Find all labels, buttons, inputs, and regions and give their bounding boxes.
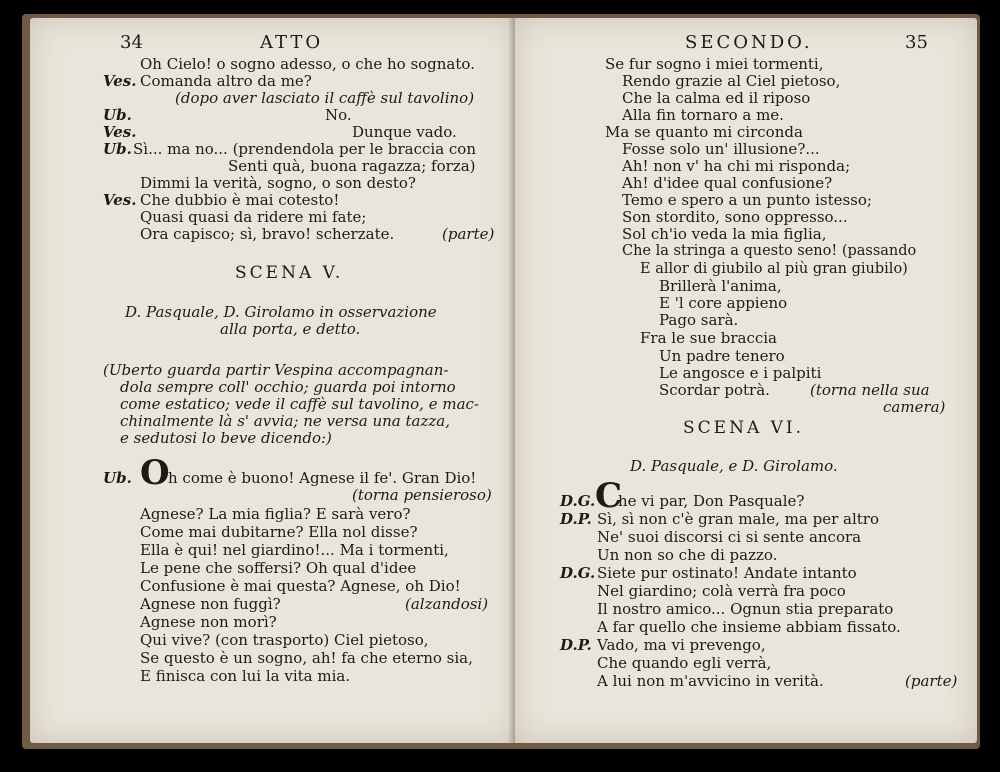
stage-direction: e sedutosi lo beve dicendo:) (120, 429, 332, 447)
verse-line: Sì... ma no... (prendendola per le braccia con (133, 140, 477, 158)
verse-line: Che la calma ed il riposo (622, 89, 811, 107)
scene-title: SCENA V. (235, 263, 344, 283)
verse-line: Senti quà, buona ragazza; forza) (228, 157, 476, 175)
page-number-right: 35 (905, 32, 928, 53)
stage-direction: (torna pensieroso) (352, 486, 492, 504)
verse-line: Ah! d'idee qual confusione? (622, 174, 833, 192)
verse-line: Che la stringa a questo seno! (passando (622, 243, 917, 259)
drop-cap: O (140, 453, 170, 493)
stage-direction: (parte) (905, 672, 958, 690)
verse-line: Agnese? La mia figlia? E sarà vero? (140, 505, 411, 523)
left-page (30, 18, 517, 743)
verse-line: E finisca con lui la vita mia. (140, 667, 351, 685)
verse-line: Fosse solo un' illusione?... (622, 140, 820, 158)
stage-direction: (Uberto guarda partir Vespina accompagnan- (103, 361, 449, 379)
page-number-left: 34 (120, 32, 143, 53)
stage-direction: (torna nella sua (810, 381, 930, 399)
stage-direction: chinalmente là s' avvia; ne versa una tazza, (120, 412, 450, 430)
scene-characters: alla porta, e detto. (220, 320, 361, 338)
verse-line: Ah! non v' ha chi mi risponda; (622, 157, 851, 175)
speaker-label: Ub. (103, 469, 132, 487)
verse-line: Fra le sue braccia (640, 329, 777, 347)
verse-line: Pago sarà. (659, 311, 739, 329)
verse-line: Come mai dubitarne? Ella nol disse? (140, 523, 418, 541)
verse-line: Siete pur ostinato! Andate intanto (597, 564, 857, 582)
verse-line: Che dubbio è mai cotesto! (140, 191, 340, 209)
running-header-right: SECONDO. (685, 32, 813, 53)
speaker-label: Ves. (103, 72, 137, 90)
running-header-left: ATTO (260, 32, 324, 53)
verse-line: Sì, sì non c'è gran male, ma per altro (597, 510, 880, 528)
scene-characters: D. Pasquale, D. Girolamo in osservazione (125, 303, 437, 321)
verse-line: Il nostro amico... Ognun stia preparato (597, 600, 894, 618)
stage-direction: camera) (883, 398, 946, 416)
verse-line: Comanda altro da me? (140, 72, 312, 90)
verse-line: Se questo è un sogno, ah! fa che eterno sia, (140, 649, 473, 667)
verse-line: Ma se quanto mi circonda (605, 123, 803, 141)
verse-line: No. (325, 106, 352, 124)
verse-line: Nel giardino; colà verrà fra poco (597, 582, 846, 600)
verse-line: Un padre tenero (659, 347, 785, 365)
verse-line: A far quello che insieme abbiam fissato. (597, 618, 901, 636)
stage-direction: (parte) (442, 225, 495, 243)
stage-direction: come estatico; vede il caffè sul tavolino, e mac- (120, 395, 480, 413)
scene-title: SCENA VI. (683, 418, 805, 438)
verse-line: Sol ch'io veda la mia figlia, (622, 225, 827, 243)
verse-line: Ne' suoi discorsi ci si sente ancora (597, 528, 862, 546)
verse-line: Ora capisco; sì, bravo! scherzate. (140, 225, 395, 243)
verse-line: h come è buono! Agnese il fe'. Gran Dio! (168, 469, 477, 487)
verse-line: Rendo grazie al Ciel pietoso, (622, 72, 841, 90)
verse-line: Qui vive? (con trasporto) Ciel pietoso, (140, 631, 429, 649)
verse-line: Vado, ma vi prevengo, (597, 636, 766, 654)
speaker-label: Ub. (103, 140, 132, 158)
verse-line: Alla fin tornaro a me. (622, 106, 784, 124)
speaker-label: D.P. (560, 636, 592, 654)
verse-line: Se fur sogno i miei tormenti, (605, 55, 824, 73)
verse-line: Scordar potrà. (659, 381, 770, 399)
verse-line: Ella è qui! nel giardino!... Ma i tormenti, (140, 541, 449, 559)
verse-line: Agnese non morì? (140, 613, 277, 631)
verse-line: Son stordito, sono oppresso... (622, 208, 848, 226)
verse-line: Brillerà l'anima, (659, 277, 782, 295)
verse-line: Temo e spero a un punto istesso; (622, 191, 872, 209)
speaker-label: Ub. (103, 106, 132, 124)
verse-line: Che quando egli verrà, (597, 654, 772, 672)
drop-cap: C (595, 476, 623, 516)
stage-direction: dola sempre coll' occhio; guarda poi intorno (120, 378, 456, 396)
verse-line: Un non so che di pazzo. (597, 546, 778, 564)
verse-line: A lui non m'avvicino in verità. (597, 672, 824, 690)
speaker-label: Ves. (103, 191, 137, 209)
verse-line: Oh Cielo! o sogno adesso, o che ho sognato. (140, 55, 475, 73)
stage-direction: (alzandosi) (405, 595, 489, 613)
speaker-label: D.G. (560, 492, 596, 510)
verse-line: Le angosce e i palpiti (659, 364, 822, 382)
verse-line: E 'l core appieno (659, 294, 788, 312)
verse-line: E allor di giubilo al più gran giubilo) (640, 261, 908, 277)
verse-line: Le pene che soffersi? Oh qual d'idee (140, 559, 417, 577)
scene-characters: D. Pasquale, e D. Girolamo. (630, 457, 838, 475)
speaker-label: Ves. (103, 123, 137, 141)
stage-direction: (dopo aver lasciato il caffè sul tavolino) (175, 89, 475, 107)
speaker-label: D.G. (560, 564, 596, 582)
speaker-label: D.P. (560, 510, 592, 528)
verse-line: Dimmi la verità, sogno, o son desto? (140, 174, 416, 192)
verse-line: he vi par, Don Pasquale? (618, 492, 805, 510)
verse-line: Confusione è mai questa? Agnese, oh Dio! (140, 577, 461, 595)
verse-line: Agnese non fuggì? (140, 595, 281, 613)
verse-line: Quasi quasi da ridere mi fate; (140, 208, 367, 226)
right-page (515, 18, 977, 743)
verse-line: Dunque vado. (352, 123, 457, 141)
